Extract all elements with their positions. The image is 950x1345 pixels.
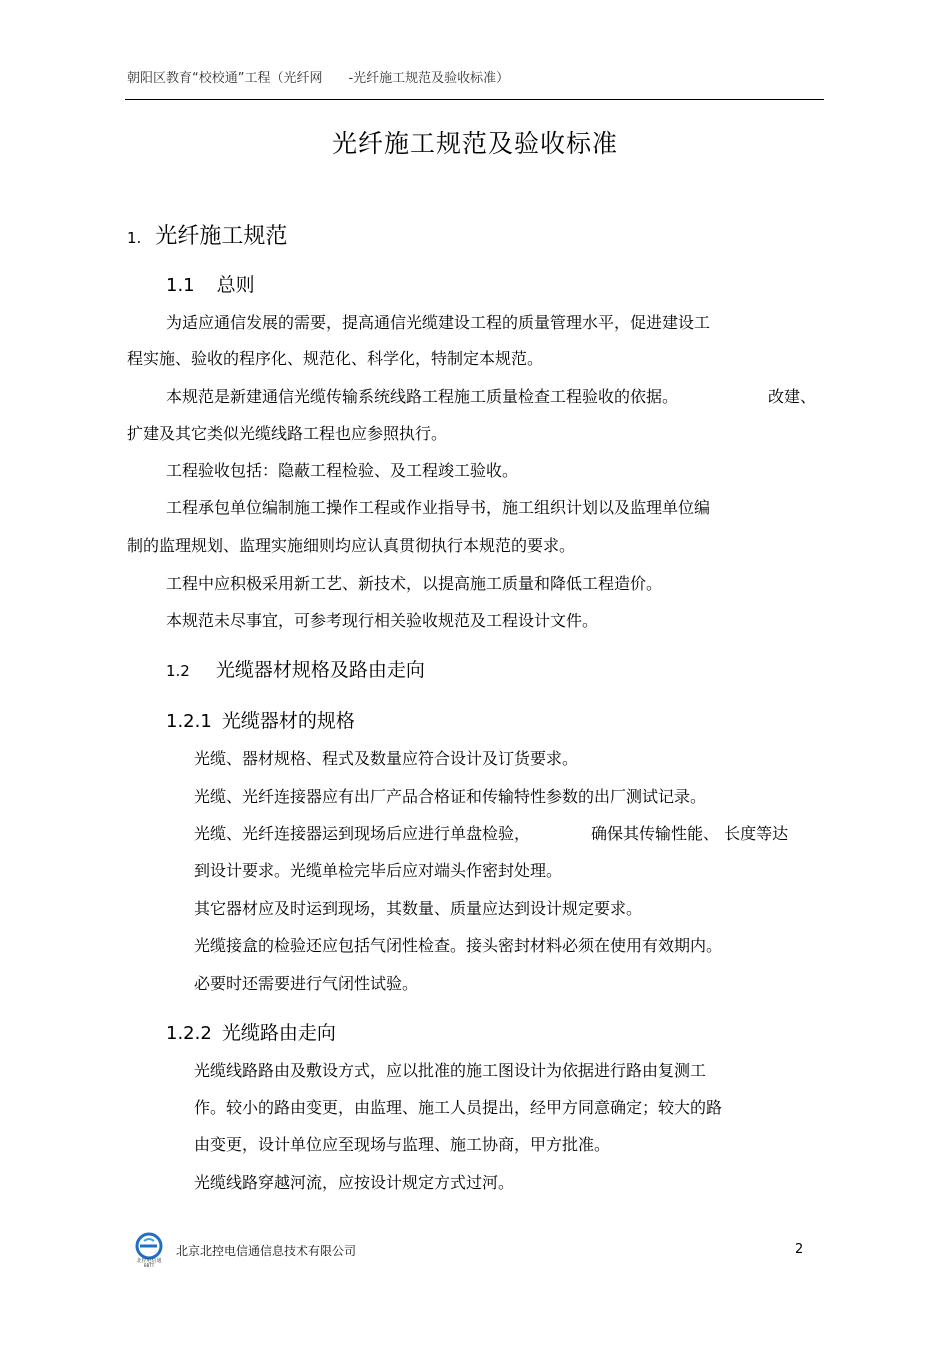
section-number: 1.1: [166, 275, 195, 296]
section-title: 光缆路由走向: [221, 1022, 336, 1044]
paragraph-line: 作。较小的路由变更，由监理、施工人员提出，经甲方同意确定；较大的路: [194, 1098, 723, 1117]
section-number: 1.2.2: [166, 1023, 212, 1044]
header-divider: [125, 99, 824, 100]
section-1-2-heading: [166, 655, 425, 682]
paragraph-line: 工程承包单位编制施工操作工程或作业指导书，施工组织计划以及监理单位编: [166, 498, 711, 517]
paragraph-line: 工程中应积极采用新工艺、新技术，以提高施工质量和降低工程造价。: [166, 574, 663, 593]
paragraph-line: 扩建及其它类似光缆线路工程也应参照执行。: [127, 424, 448, 443]
paragraph-line: 光缆线路路由及敷设方式，应以批准的施工图设计为依据进行路由复测工: [194, 1061, 707, 1080]
paragraph-line: 工程验收包括：隐蔽工程检验、及工程竣工验收。: [166, 461, 519, 480]
section-number: 1.: [127, 229, 142, 247]
section-1-heading: [127, 219, 287, 250]
paragraph-line: 光缆、光纤连接器运到现场后应进行单盘检验，: [194, 824, 531, 843]
company-logo: [132, 1232, 166, 1268]
section-1-1-heading: [166, 270, 255, 297]
paragraph-line: 本规范未尽事宜，可参考现行相关验收规范及工程设计文件。: [166, 611, 599, 630]
section-title: 总则: [216, 274, 255, 296]
paragraph-line: 由变更，设计单位应至现场与监理、施工协商，甲方批准。: [194, 1135, 611, 1154]
section-number: 1.2: [166, 662, 190, 680]
svg-text:BBTT: BBTT: [143, 1263, 155, 1268]
paragraph-line: 程实施、验收的程序化、规范化、科学化，特制定本规范。: [127, 349, 544, 368]
section-1-2-1-heading: [166, 706, 355, 733]
paragraph-line: 光缆接盒的检验还应包括气闭性检查。接头密封材料必须在使用有效期内。: [194, 936, 723, 955]
paragraph-line: 光缆、器材规格、程式及数量应符合设计及订货要求。: [194, 749, 579, 768]
paragraph-line: 必要时还需要进行气闭性试验。: [194, 974, 419, 993]
paragraph-line: 光缆、光纤连接器应有出厂产品合格证和传输特性参数的出厂测试记录。: [194, 787, 707, 806]
paragraph-line: 本规范是新建通信光缆传输系统线路工程施工质量检查工程验收的依据。: [166, 387, 679, 406]
section-title: 光缆器材规格及路由走向: [215, 659, 425, 681]
section-number: 1.2.1: [166, 711, 212, 732]
page-number: 2: [795, 1242, 804, 1257]
section-title: 光纤施工规范: [155, 224, 288, 249]
svg-text:北控电信通: 北控电信通: [136, 1258, 162, 1264]
paragraph-line: 光缆线路穿越河流，应按设计规定方式过河。: [194, 1173, 515, 1192]
document-title: 光纤施工规范及验收标准: [331, 129, 618, 158]
paragraph-line-tail: 确保其传输性能、 长度等达: [591, 824, 789, 843]
section-title: 光缆器材的规格: [221, 710, 355, 732]
paragraph-line-tail: 改建、: [768, 387, 817, 406]
paragraph-line: 为适应通信发展的需要，提高通信光缆建设工程的质量管理水平，促进建设工: [166, 313, 711, 332]
footer-company: 北京北控电信通信息技术有限公司: [176, 1244, 357, 1258]
paragraph-line: 其它器材应及时运到现场，其数量、质量应达到设计规定要求。: [194, 899, 643, 918]
paragraph-line: 制的监理规划、监理实施细则均应认真贯彻执行本规范的要求。: [127, 536, 576, 555]
running-header: 朝阳区教育“校校通”工程（光纤网 -光纤施工规范及验收标准）: [127, 71, 510, 86]
paragraph-line: 到设计要求。光缆单检完毕后应对端头作密封处理。: [194, 861, 563, 880]
section-1-2-2-heading: [166, 1018, 336, 1045]
